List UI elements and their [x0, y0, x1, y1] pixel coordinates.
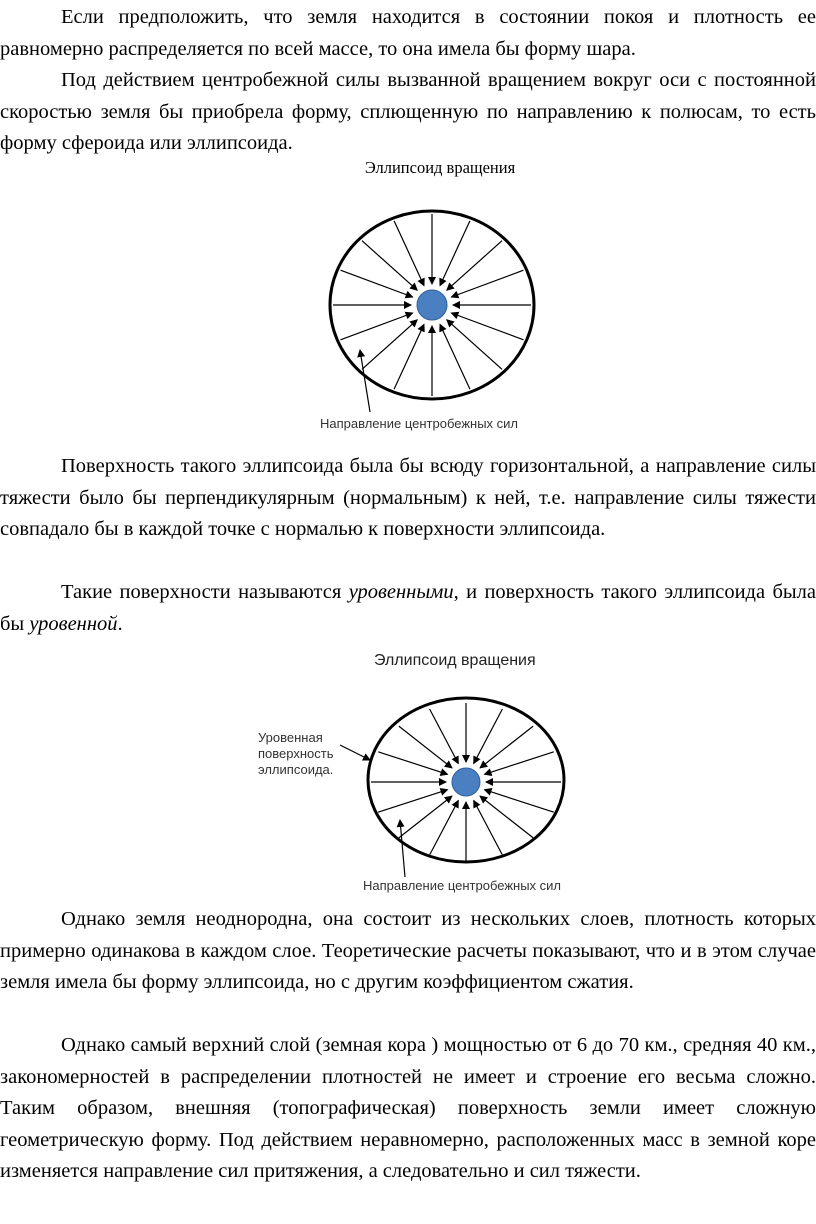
centrifugal-arrow: [341, 270, 413, 297]
centrifugal-arrow: [485, 790, 554, 813]
paragraph-5: Однако земля неоднородна, она состоит из нескольких слоев, плотность которых примерно одинакова в каждом слое. Теоретические расчеты показывают, что и в этом случае земля имела бы форму эллипсоида, но с другим коэффициентом сжатия.: [0, 908, 816, 993]
centrifugal-arrow: [447, 241, 502, 291]
earth-core: [452, 768, 480, 796]
centrifugal-arrow: [451, 270, 523, 297]
centrifugal-arrow: [430, 801, 459, 856]
centrifugal-arrow: [474, 801, 503, 856]
side-label-line-1: Уровенная: [258, 730, 323, 745]
earth-core: [417, 290, 447, 320]
centrifugal-arrow: [378, 790, 447, 813]
paragraph-4-text-1: Такие поверхности называются: [61, 581, 349, 603]
centrifugal-arrow: [440, 221, 470, 286]
centrifugal-arrow: [447, 320, 502, 370]
paragraph-3: Поверхность такого эллипсоида была бы всюду горизонтальной, а направление силы тяжести было бы перпендикулярным (нормальным) к ней, т.е. направление силы тяжести совпадало бы в каждой точке с нормалью к поверхности эллипсоида.: [0, 455, 816, 540]
term-levelled: уровенной: [29, 612, 118, 635]
paragraph-1: Если предположить, что земля находится в состоянии покоя и плотность ее равномерно распределяется по всей массе, то она имела бы форму шара.: [0, 6, 816, 60]
side-pointer-line: [340, 745, 370, 760]
paragraph-4-text-2: , и поверхность такого эллипсоида была бы: [0, 581, 816, 635]
side-label-line-3: эллипсоида.: [258, 762, 334, 777]
centrifugal-arrow: [378, 752, 447, 775]
side-label-line-2: поверхность: [258, 746, 334, 761]
paragraph-6: Однако самый верхний слой (земная кора ) мощностью от 6 до 70 км., средняя 40 км., закономерностей в распределении плотностей не имеет и строение его весьма сложно. Таким образом, внешняя (топографическая) поверхность земли имеет сложную геометрическую форму. Под действием неравномерно, расположенных масс в земной коре изменяется направление сил притяжения, а следовательно и сил тяжести.: [0, 1034, 816, 1182]
centrifugal-arrow: [362, 320, 417, 370]
centrifugal-arrow: [451, 313, 523, 340]
centrifugal-arrow: [430, 709, 459, 764]
pointer-line: [360, 350, 370, 412]
figure-2-bottom-label: Направление центробежных сил: [363, 878, 562, 893]
figure-1-label: Направление центробежных сил: [320, 416, 519, 431]
figure-1-caption: Эллипсоид вращения: [364, 158, 516, 177]
centrifugal-arrow: [474, 709, 503, 764]
figure-2-ellipsoid-diagram: [250, 645, 590, 900]
centrifugal-arrow: [394, 221, 424, 286]
centrifugal-arrow: [394, 324, 424, 389]
figure-1-ellipsoid-diagram: [300, 190, 580, 440]
paragraph-4-text-3: .: [117, 612, 123, 635]
paragraph-4: [0, 577, 816, 640]
paragraph-2: Под действием центробежной силы вызванной вращением вокруг оси с постоянной скоростью земля бы приобрела форму, сплющенную по направлению к полюсам, то есть форму сфероида или эллипсоида.: [0, 69, 816, 154]
centrifugal-arrow: [362, 241, 417, 291]
centrifugal-arrow: [485, 752, 554, 775]
centrifugal-arrow: [440, 324, 470, 389]
bottom-pointer-line: [400, 820, 405, 877]
term-levelled-plural: уровенными: [348, 581, 454, 603]
centrifugal-arrow: [341, 313, 413, 340]
figure-2-title: Эллипсоид вращения: [374, 652, 536, 669]
